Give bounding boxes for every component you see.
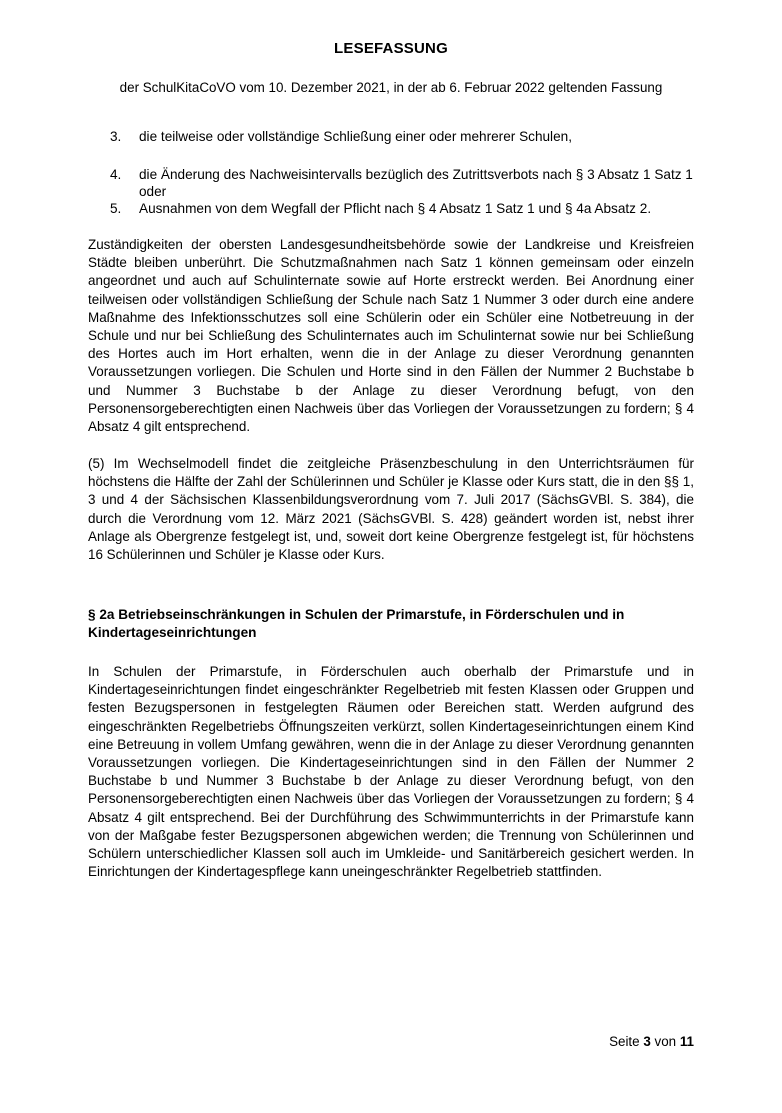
paragraph-competences: Zuständigkeiten der obersten Landesgesundheitsbehörde sowie der Landkreise und Kreisfreien Städte bleiben unberührt. Die Schutzmaßnahmen nach Satz 1 können gemeinsam oder einzeln angeordnet und auch auf Schulinternate sowie auf Horte erstreckt werden. Bei Anordnung einer teilweisen oder vollständigen Schließung der Schule nach Satz 1 Nummer 3 oder durch eine andere Maßnahme des Infektionsschutzes soll eine Schülerin oder ein Schüler eine Notbetreuung in der Schule und nur bei Schließung des Schulinternates auch im Schulinternat sowie nur bei Schließung des Hortes auch im Hort erhalten, wenn die in der Anlage zu dieser Verordnung genannten Voraussetzungen vorliegen. Die Schulen und Horte sind in den Fällen der Nummer 2 Buchstabe b und Nummer 3 Buchstabe b der Anlage zu dieser Verordnung befugt, von den Personensorgeberechtigten einen Nachweis über das Vorliegen der Voraussetzungen zu fordern; § 4 Absatz 4 gilt entsprechend. xyxy=(88,237,694,435)
document-title: LESEFASSUNG xyxy=(334,40,448,57)
document-subtitle: der SchulKitaCoVO vom 10. Dezember 2021, in der ab 6. Februar 2022 geltenden Fassung xyxy=(119,80,663,95)
list-item xyxy=(110,200,695,217)
footer-page-number: 3 xyxy=(643,1034,651,1049)
page-footer xyxy=(88,1034,694,1049)
list-item xyxy=(110,128,695,145)
footer-prefix: Seite xyxy=(609,1034,640,1049)
list-item-text: Ausnahmen von dem Wegfall der Pflicht nach § 4 Absatz 1 Satz 1 und § 4a Absatz 2. xyxy=(139,201,652,216)
footer-middle: von xyxy=(654,1034,677,1049)
numbered-list xyxy=(110,128,695,217)
paragraph-betriebseinschraenkungen: In Schulen der Primarstufe, in Förderschulen auch oberhalb der Primarstufe und in Kindertageseinrichtungen findet eingeschränkter Regelbetrieb mit festen Klassen oder Gruppen und festen Bezugspersonen in festgelegten Räumen oder Bereichen statt. Werden aufgrund des eingeschränkten Regelbetriebs Öffnungszeiten verkürzt, sollen Kindertageseinrichtungen einem Kind eine Betreuung in vollem Umfang gewähren, wenn die in der Anlage zu dieser Verordnung genannten Voraussetzungen vorliegen. Die Kindertageseinrichtungen sind in den Fällen der Nummer 2 Buchstabe b und Nummer 3 Buchstabe b der Anlage zu dieser Verordnung befugt, von den Personensorgeberechtigten einen Nachweis über das Vorliegen der Voraussetzungen zu fordern; § 4 Absatz 4 gilt entsprechend. Bei der Durchführung des Schwimmunterrichts in der Primarstufe kann von der Maßgabe fester Bezugspersonen abgewichen werden; die Trennung von Schülerinnen und Schülern unterschiedlicher Klassen soll auch im Umkleide- und Sanitärbereich gesichert werden. In Einrichtungen der Kindertagespflege kann uneingeschränkter Regelbetrieb stattfinden. xyxy=(88,664,694,880)
section-heading: § 2a Betriebseinschränkungen in Schulen der Primarstufe, in Förderschulen und in Kindertageseinrichtungen xyxy=(88,607,625,640)
list-item-text: die Änderung des Nachweisintervalls bezüglich des Zutrittsverbots nach § 3 Absatz 1 Satz 1 oder xyxy=(139,167,693,199)
list-item xyxy=(110,166,695,200)
footer-total-pages: 11 xyxy=(679,1034,694,1049)
paragraph-wechselmodell: (5) Im Wechselmodell findet die zeitgleiche Präsenzbeschulung in den Unterrichtsräumen für höchstens die Hälfte der Zahl der Schülerinnen und Schüler je Klasse oder Kurs statt, die in den §§ 1, 3 und 4 der Sächsischen Klassenbildungsverordnung vom 7. Juli 2017 (SächsGVBl. S. 384), die durch die Verordnung vom 12. März 2021 (SächsGVBl. S. 428) geändert worden ist, nebst ihrer Anlage als Obergrenze festgelegt ist, und, soweit dort keine Obergrenze festgelegt ist, für höchstens 16 Schülerinnen und Schüler je Klasse oder Kurs. xyxy=(88,456,694,563)
list-item-number: 3. xyxy=(110,129,122,144)
list-item-number: 5. xyxy=(110,201,122,216)
list-item-number: 4. xyxy=(110,167,122,182)
list-item-text: die teilweise oder vollständige Schließung einer oder mehrerer Schulen, xyxy=(139,129,572,144)
